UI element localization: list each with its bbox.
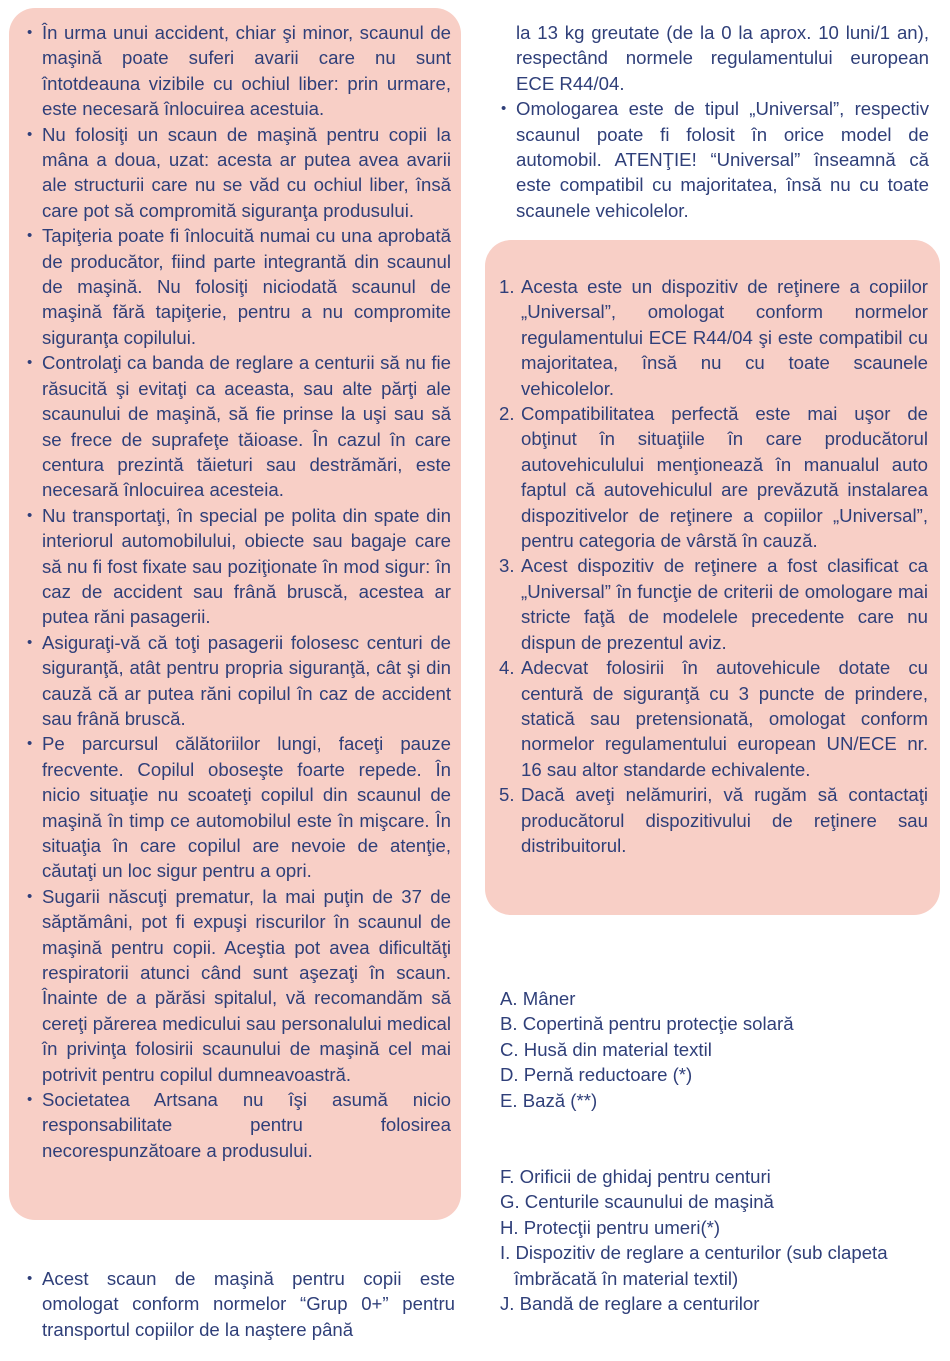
part-label: G. Centurile scaunului de maşină	[500, 1191, 774, 1213]
notice-item: 2. Compatibilitatea perfectă este mai uşor de obţinut în situaţiile în care producătorul autovehiculului menţionează în manualul auto faptul că autovehiculul are prevăzută instalarea dispozitivelor de reţinere a copiilor „Universal”, pentru categoria de vârstă în cauză.	[499, 403, 928, 552]
part-label: B. Copertină pentru protecţie solară	[500, 1013, 794, 1035]
parts-legend-f-j	[500, 1164, 940, 1316]
part-label: D. Pernă reductoare (*)	[500, 1064, 693, 1086]
warning-item: • Nu folosiţi un scaun de maşină pentru copii la mâna a doua, uzat: acesta ar putea avea avarii ale structurii care nu se văd cu ochiul liber, însă care pot să compromită siguranţa produsului.	[25, 122, 451, 224]
part-label: F. Orificii de ghidaj pentru centuri	[500, 1166, 771, 1187]
homologation-group-note	[25, 1266, 455, 1342]
warning-item: • Sugarii născuţi prematur, la mai puţin de 37 de săptămâni, pot fi expuşi riscurilor în scaunul de maşină pentru copii. Aceştia pot avea dificultăţi respiratorii atunci când sunt aşezaţi în scaun. Înainte de a părăsi spitalul, vă recomandăm să cereţi părerea medicului sau personalului medical în privinţa folosirii scaunului de maşină cel mai potrivit pentru copilul dumneavoastră.	[25, 884, 451, 1087]
part-label: H. Protecţii pentru umeri(*)	[500, 1216, 721, 1238]
universal-homologation-item: • Omologarea este de tipul „Universal”, respectiv scaunul poate fi folosit în orice model de automobil. ATENŢIE! “Universal” înseamnă că este compatibil cu majoritatea, însă nu cu toate scaunele vehicolelor.	[499, 96, 929, 223]
part-label: E. Bază (**)	[500, 1089, 598, 1111]
notice-item: 4. Adecvat folosirii în autovehicule dotate cu centură de siguranţă cu 3 puncte de prindere, statică sau pretensionată, omologat conform normelor regulamentului european UN/ECE nr. 16 sau altor standarde echivalente.	[499, 657, 928, 780]
notice-item: 3. Acest dispozitiv de reţinere a fost clasificat ca „Universal” în funcţie de criterii de omologare mai stricte faţă de modelele precedente care nu dispun de prezentul aviz.	[499, 555, 928, 653]
safety-warnings-list	[25, 20, 451, 1163]
part-label: C. Husă din material textil	[500, 1038, 712, 1060]
warning-item: • Societatea Artsana nu îşi asumă nicio responsabilitate pentru folosirea necorespunzătoare a produsului.	[25, 1087, 451, 1163]
universal-notice-list	[499, 274, 928, 858]
warning-item: • Tapiţeria poate fi înlocuită numai cu una aprobată de producător, fiind parte integrantă din scaunul de maşină. Nu folosiţi niciodată scaunul de maşină fără tapiţerie, pentru a nu compromite siguranţa copilului.	[25, 223, 451, 350]
warning-item: • Nu transportaţi, în special pe polita din spate din interiorul automobilului, obiecte sau bagaje care să nu fi fost fixate sau poziţionate în mod sigur: în caz de accident sau frână bruscă, acestea ar putea răni pasagerii.	[25, 503, 451, 630]
warning-item: • Pe parcursul călătoriilor lungi, faceţi pauze frecvente. Copilul oboseşte foarte repede. În nicio situaţie nu scoateţi copilul din scaunul de maşină în timp ce automobilul este în mişcare. În situaţia în care copilul are nevoie de atenţie, căutaţi un loc sigur pentru a opri.	[25, 731, 451, 883]
group-0-plus-continuation: la 13 kg greutate (de la 0 la aprox. 10 luni/1 an), respectând normele regulamentului european ECE R44/04.	[516, 22, 929, 94]
part-label: I. Dispozitiv de reglare a centurilor (sub clapeta	[500, 1242, 888, 1264]
parts-legend-a-e	[500, 986, 940, 1113]
warning-item: • Asiguraţi-vă că toţi pasagerii folosesc centuri de siguranţă, atât pentru propria siguranţă, cât şi din cauză că ar putea răni copilul în caz de accident sau frână bruscă.	[25, 630, 451, 732]
warning-item: • În urma unui accident, chiar şi minor, scaunul de maşină poate suferi avarii care nu sunt întotdeauna vizibile cu ochiul liber: prin urmare, este necesară înlocuirea acestuia.	[25, 20, 451, 122]
part-label: J. Bandă de reglare a centurilor	[500, 1293, 760, 1315]
part-label: îmbrăcată în material textil)	[514, 1267, 739, 1289]
notice-item: 1. Acesta este un dispozitiv de reţinere a copiilor „Universal”, omologat conform normelor regulamentului ECE R44/04 şi este compatibil cu majoritatea, însă nu cu toate scaunele vehicolelor.	[499, 276, 928, 399]
notice-item: 5. Dacă aveţi nelămuriri, vă rugăm să contactaţi producătorul dispozitivului de reţinere sau distribuitorul.	[499, 784, 928, 856]
part-label: A. Mâner	[500, 988, 576, 1009]
group-0-plus-item: • Acest scaun de maşină pentru copii este omologat conform normelor “Grup 0+” pentru transportul copiilor de la naştere până	[25, 1266, 455, 1342]
homologation-continued	[499, 20, 929, 223]
safety-warnings-panel	[9, 8, 461, 1220]
universal-notice-panel	[485, 240, 940, 915]
warning-item: • Controlaţi ca banda de reglare a centurii să nu fie răsucită şi evitaţi ca aceasta, sau alte părţi ale scaunului de maşină, să fie prinse la uşi sau să se frece de suprafeţe tăioase. În cazul în care centura prezintă tăieturi sau destrămări, este necesară înlocuirea acesteia.	[25, 350, 451, 502]
